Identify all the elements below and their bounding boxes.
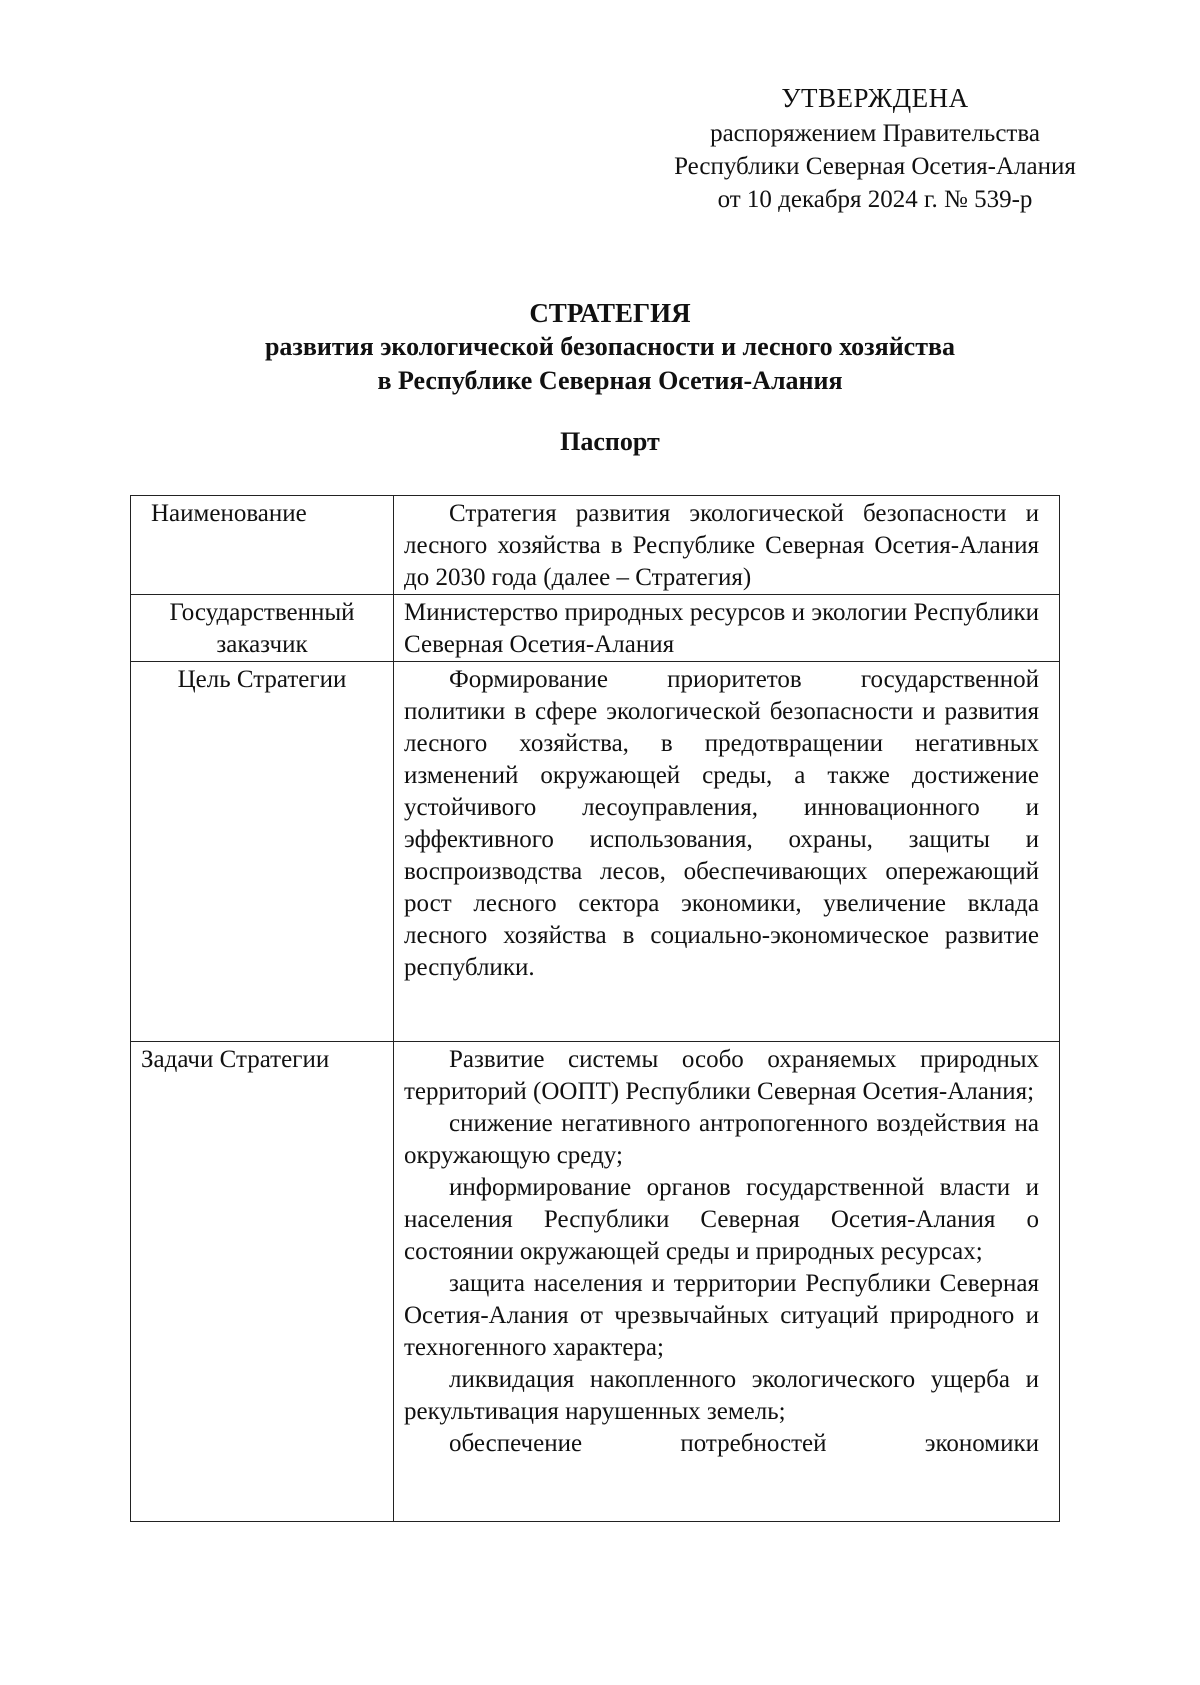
list-item: защита населения и территории Республики Северная Осетия-Алания от чрезвычайных ситуаций природного и техногенного характера;: [404, 1270, 1039, 1361]
title-main: СТРАТЕГИЯ: [529, 298, 691, 328]
row-text-list: [394, 1042, 1060, 1522]
passport-table: [130, 495, 1060, 1522]
table-row: [131, 1042, 1060, 1522]
row-text: Стратегия развития экологической безопасности и лесного хозяйства в Республике Северная Осетия-Алания до 2030 года (далее – Стратегия): [394, 496, 1060, 595]
table-row: [131, 662, 1060, 1042]
approval-line: Республики Северная Осетия-Алания: [674, 153, 1076, 180]
title-line: в Республике Северная Осетия-Алания: [377, 366, 843, 395]
row-text: Формирование приоритетов государственной политики в сфере экологической безопасности и развития лесного хозяйства, в предотвращении негативных изменений окружающей среды, а также достижение устойчивого лесоуправления, инновационного и эффективного использования, охраны, защиты и воспроизводства лесов, обеспечивающих опережающий рост лесного сектора экономики, увеличение вклада лесного хозяйства в социально-экономическое развитие республики.: [394, 662, 1060, 1042]
list-item: информирование органов государственной власти и населения Республики Северная Осетия-Алания о состоянии окружающей среды и природных ресурсах;: [404, 1174, 1039, 1265]
row-label: Наименование: [131, 496, 394, 595]
table-row: [131, 496, 1060, 595]
row-label: Государственный заказчик: [131, 595, 394, 662]
list-item: Развитие системы особо охраняемых природных территорий (ООПТ) Республики Северная Осетия-Алания;: [404, 1046, 1039, 1105]
title-line: развития экологической безопасности и лесного хозяйства: [264, 332, 956, 361]
row-label: Задачи Стратегии: [131, 1042, 394, 1522]
approval-line: распоряжением Правительства: [710, 120, 1040, 147]
document-title: [130, 296, 1090, 398]
approval-stamp-title: УТВЕРЖДЕНА: [781, 83, 969, 113]
list-item: обеспечение потребностей экономики: [449, 1430, 1039, 1457]
list-item: ликвидация накопленного экологического ущерба и рекультивация нарушенных земель;: [404, 1366, 1039, 1425]
row-text: Министерство природных ресурсов и экологии Республики Северная Осетия-Алания: [394, 595, 1060, 662]
passport-heading: Паспорт: [560, 427, 660, 456]
approval-date-line: от 10 декабря 2024 г. № 539-р: [717, 186, 1033, 213]
list-item: снижение негативного антропогенного воздействия на окружающую среду;: [404, 1110, 1039, 1169]
table-row: [131, 595, 1060, 662]
row-label: Цель Стратегии: [131, 662, 394, 1042]
approval-block: [640, 82, 1110, 216]
